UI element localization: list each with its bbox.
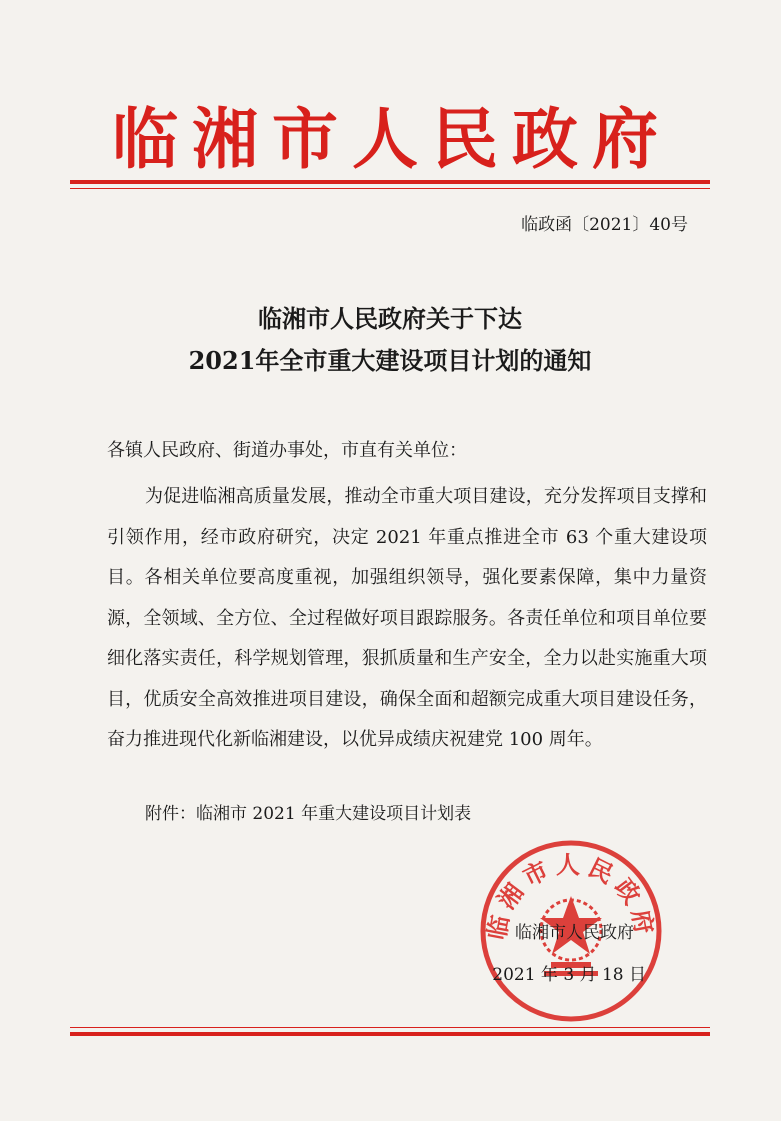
- salutation: 各镇人民政府、街道办事处，市直有关单位：: [107, 440, 467, 461]
- notice-body: 为促进临湘高质量发展，推动全市重大项目建设，充分发挥项目支撑和引领作用，经市政府研究，决定 2021 年重点推进全市 63 个重大建设项目。各相关单位要高度重视，加强组织领导，强化要素保障，集中力量资源，全领域、全方位、全过程做好项目跟踪服务。各责任单位和项目单位要细化落实责任，科学规划管理，狠抓质量和生产安全，全力以赴实施重大项目，优质安全高效推进项目建设，确保全面和超额完成重大项目建设任务，奋力推进现代化新临湘建设，以优异成绩庆祝建党 100 周年。: [107, 486, 707, 750]
- document-number: 临政函〔2021〕40号: [521, 215, 688, 235]
- letterhead-rule-thin: [70, 188, 710, 189]
- svg-text:临湘市人民政府: 临湘市人民政府: [482, 851, 660, 942]
- footer-rule-thin: [70, 1027, 710, 1028]
- letterhead-rule-thick: [70, 180, 710, 184]
- letterhead-title: 临湘市人民政府: [112, 101, 672, 178]
- footer-rule-thick: [70, 1032, 710, 1036]
- notice-title: [70, 298, 710, 382]
- attachment-line: 附件：临湘市 2021 年重大建设项目计划表: [145, 804, 472, 824]
- notice-title-line-1: 临湘市人民政府关于下达: [258, 304, 522, 333]
- notice-title-line-2: 2021年全市重大建设项目计划的通知: [188, 346, 592, 375]
- issue-date: 2021 年 3 月 18 日: [492, 965, 646, 985]
- issuer-name: 临湘市人民政府: [515, 923, 634, 943]
